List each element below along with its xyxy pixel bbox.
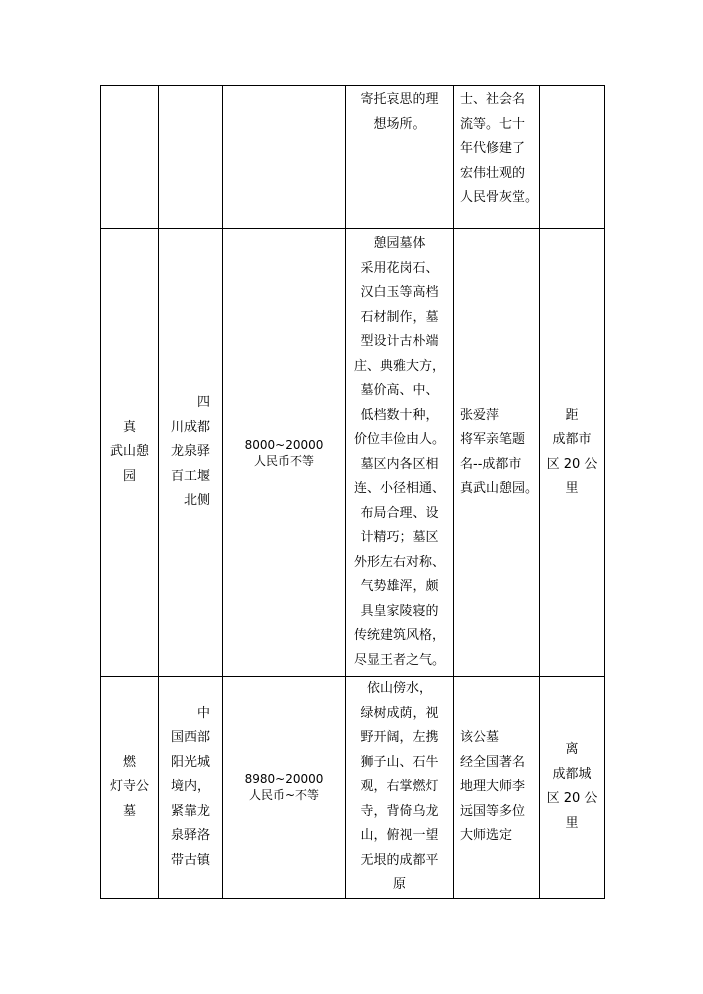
table-row bbox=[101, 677, 605, 899]
cell-price: 8980~20000 人民币~不等 bbox=[223, 677, 346, 899]
table-row bbox=[101, 229, 605, 677]
cell-distance bbox=[540, 86, 605, 229]
cell-price bbox=[223, 86, 346, 229]
cell-name: 燃 灯寺公 墓 bbox=[101, 677, 159, 899]
cell-description: 憩园墓体 采用花岗石、 汉白玉等高档 石材制作，墓 型设计古朴端 庄、典雅大方， 墓价高、中、 低档数十种， 价位丰俭由人。 墓区内各区相 连、小径相通、 布局合理、设 计精巧；墓区 外形左右对称、 气势雄浑，颇 具皇家陵寝的 传统建筑风格， 尽显王者之气。 bbox=[346, 229, 454, 677]
cell-name bbox=[101, 86, 159, 229]
cell-description: 寄托哀思的理 想场所。 bbox=[346, 86, 454, 229]
cell-location: 四 川成都 龙泉驿 百工堰 北侧 bbox=[159, 229, 223, 677]
table-row bbox=[101, 86, 605, 229]
cell-name: 真 武山憩 园 bbox=[101, 229, 159, 677]
cell-description: 依山傍水， 绿树成荫，视 野开阔，左携 狮子山、石牛 观，右掌燃灯 寺，背倚乌龙 山，俯视一望 无垠的成都平 原 bbox=[346, 677, 454, 899]
cemetery-table bbox=[100, 85, 605, 899]
cell-price: 8000~20000 人民币不等 bbox=[223, 229, 346, 677]
cell-location: 中 国西部 阳光城 境内， 紧靠龙 泉驿洛 带古镇 bbox=[159, 677, 223, 899]
cell-famous: 士、社会名 流等。七十 年代修建了 宏伟壮观的 人民骨灰堂。 bbox=[454, 86, 540, 229]
cell-famous: 该公墓 经全国著名 地理大师李 远国等多位 大师选定 bbox=[454, 677, 540, 899]
cell-famous: 张爱萍 将军亲笔题 名--成都市 真武山憩园。 bbox=[454, 229, 540, 677]
cell-distance: 距 成都市 区 20 公 里 bbox=[540, 229, 605, 677]
cell-distance: 离 成都城 区 20 公 里 bbox=[540, 677, 605, 899]
cell-location bbox=[159, 86, 223, 229]
